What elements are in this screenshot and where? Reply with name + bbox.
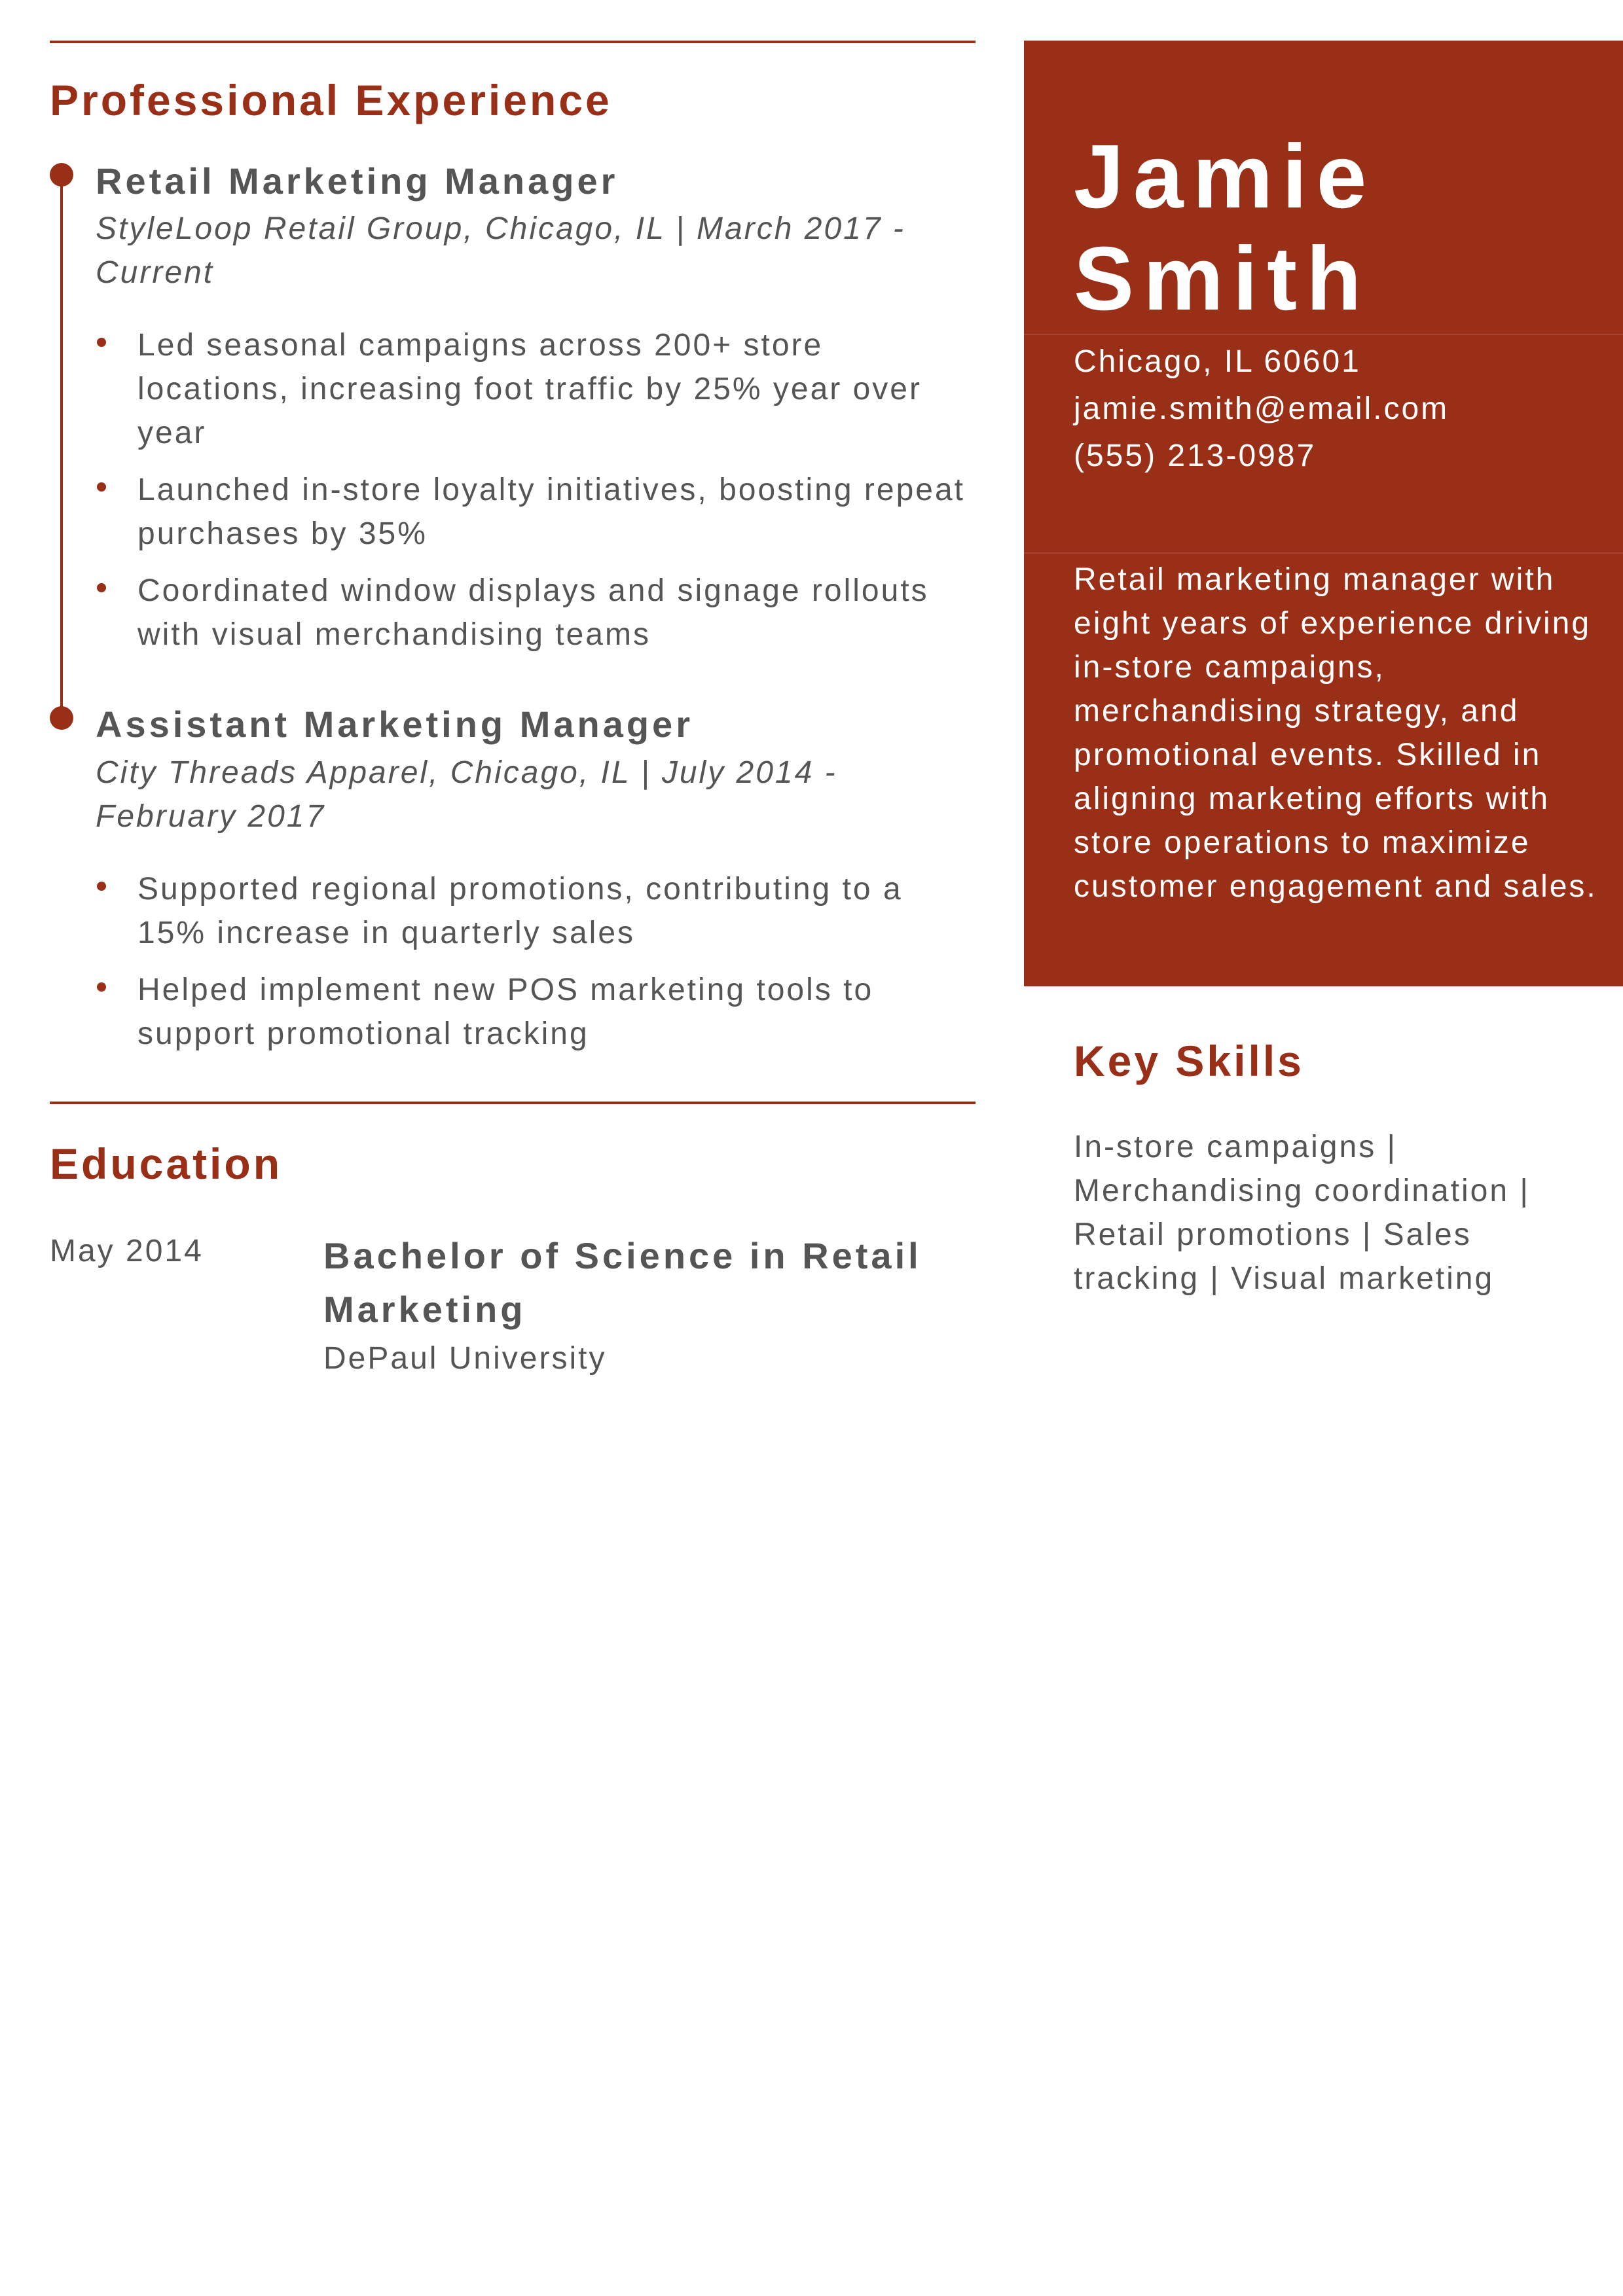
- section-divider: [50, 41, 976, 43]
- profile-panel: [1024, 41, 1623, 986]
- profile-summary: Retail marketing manager with eight years of experience driving in-store campaigns, merchandising strategy, and promotional events. Skilled in aligning marketing efforts with store operations to maximize customer engagement and sales.: [1074, 562, 1597, 904]
- bullet-icon: [97, 338, 106, 347]
- education-school: DePaul University: [323, 1340, 607, 1376]
- job-bullets: [96, 323, 976, 656]
- timeline-dot: [50, 706, 73, 730]
- bullet-icon: [97, 982, 106, 992]
- bullet-text: Supported regional promotions, contributing to a 15% increase in quarterly sales: [137, 871, 903, 950]
- bullet-item: [96, 323, 976, 455]
- panel-divider: [1024, 552, 1623, 554]
- bullet-icon: [97, 482, 106, 492]
- job-entry: [96, 702, 976, 1055]
- bullet-item: [96, 569, 976, 656]
- bullet-icon: [97, 882, 106, 891]
- bullet-text: Launched in-store loyalty initiatives, boosting repeat purchases by 35%: [137, 473, 965, 552]
- skills-heading: Key Skills: [1074, 1037, 1304, 1085]
- bullet-item: [96, 968, 976, 1056]
- contact-phone[interactable]: (555) 213-0987: [1074, 439, 1317, 473]
- job-role: Retail Marketing Manager: [96, 160, 619, 202]
- section-divider: [50, 1102, 976, 1104]
- skills-section: [1074, 1035, 1591, 1300]
- education-degree: Bachelor of Science in Retail Marketing: [323, 1234, 922, 1330]
- experience-heading: Professional Experience: [50, 76, 612, 124]
- bullet-icon: [97, 583, 106, 592]
- education-date: May 2014: [50, 1233, 204, 1268]
- contact-address: Chicago, IL 60601: [1074, 344, 1361, 379]
- candidate-name: [1074, 126, 1376, 330]
- job-company-dates: StyleLoop Retail Group, Chicago, IL | March 2017 - Current: [96, 211, 905, 291]
- education-heading: Education: [50, 1139, 283, 1188]
- job-bullets: [96, 867, 976, 1056]
- job-role: Assistant Marketing Manager: [96, 704, 693, 745]
- education-details: [323, 1229, 976, 1380]
- bullet-text: Helped implement new POS marketing tools to support promotional tracking: [137, 972, 874, 1051]
- education-entry: [50, 1229, 976, 1380]
- job-entry: [96, 159, 976, 656]
- panel-divider: [1024, 334, 1623, 335]
- timeline-line: [60, 176, 63, 725]
- skills-list: In-store campaigns | Merchandising coordination | Retail promotions | Sales tracking | Visual marketing: [1074, 1130, 1530, 1297]
- job-company-dates: City Threads Apparel, Chicago, IL | July 2014 - February 2017: [96, 755, 837, 834]
- left-column: [50, 41, 976, 1380]
- contact-info: [1074, 338, 1449, 480]
- timeline-dot: [50, 163, 73, 187]
- bullet-item: [96, 468, 976, 556]
- education-section: [50, 1102, 976, 1380]
- bullet-text: Led seasonal campaigns across 200+ store locations, increasing foot traffic by 25% year over year: [137, 328, 922, 451]
- experience-timeline: [50, 159, 976, 1055]
- name-first: Jamie: [1074, 126, 1376, 227]
- bullet-item: [96, 867, 976, 955]
- bullet-text: Coordinated window displays and signage rollouts with visual merchandising teams: [137, 573, 929, 653]
- contact-email[interactable]: jamie.smith@email.com: [1074, 391, 1450, 426]
- name-last: Smith: [1074, 228, 1371, 329]
